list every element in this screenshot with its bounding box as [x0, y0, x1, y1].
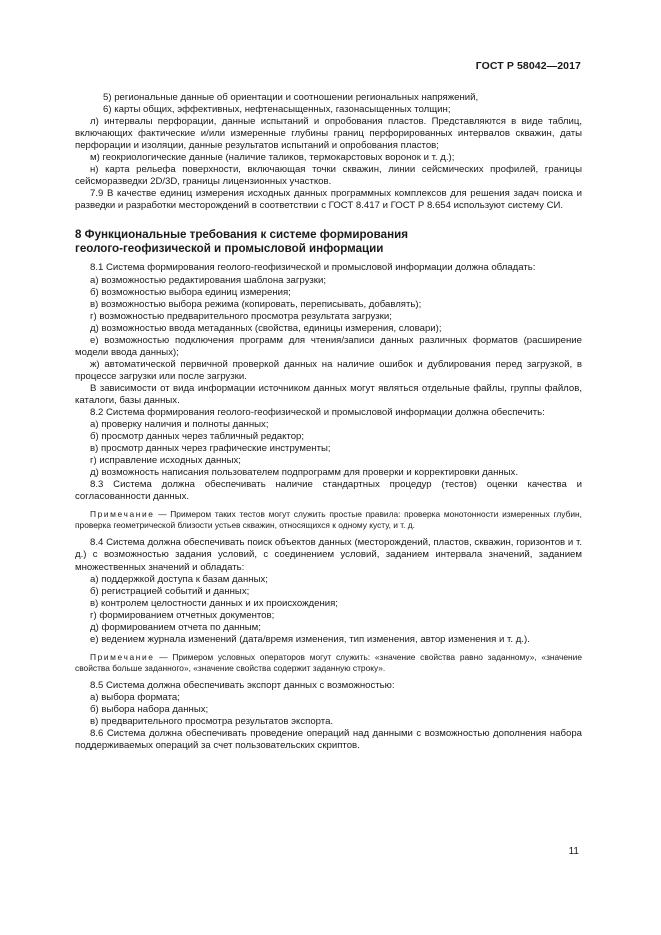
list-item: 6) карты общих, эффективных, нефтенасыщенных, газонасыщенных толщин; [103, 104, 451, 116]
standard-code-header: ГОСТ Р 58042—2017 [475, 60, 581, 72]
list-item: м) геокриологические данные (наличие таликов, термокарстовых воронок и т. д.); [90, 152, 455, 164]
list-item: е) возможностью подключения программ для чтения/записи данных различных форматов (расширение модели ввода данных); [75, 334, 582, 358]
list-item: б) просмотр данных через табличный редактор; [90, 431, 305, 443]
list-item: е) ведением журнала изменений (дата/время изменения, тип изменения, автор изменения и т. д.). [90, 633, 530, 645]
note-label: Примечание [90, 651, 155, 662]
list-item: б) выбора набора данных; [90, 703, 209, 715]
section-heading-line2: геолого-геофизической и промысловой информации [75, 242, 384, 256]
list-item: г) формированием отчетных документов; [90, 609, 275, 621]
paragraph-8-1-outro: В зависимости от вида информации источником данных могут являться отдельные файлы, группы файлов, каталоги, базы данных. [75, 382, 582, 406]
list-item: в) предварительного просмотра результатов экспорта. [90, 715, 334, 727]
list-item: в) возможностью выбора режима (копировать, переписывать, добавлять); [90, 298, 422, 310]
list-item: д) формированием отчета по данным; [90, 621, 261, 633]
note-text: — Примером условных операторов могут служить: «значение свойства равно заданному», «значение свойства больше заданного», «значение свойства содержит заданную строку». [75, 651, 582, 673]
paragraph-7-9: 7.9 В качестве единиц измерения исходных данных программных комплексов для решения задач поиска и разведки и разработки месторождений в соответствии с ГОСТ 8.417 и ГОСТ Р 8.654 используют систему СИ. [75, 188, 582, 212]
list-item: а) проверку наличия и полноты данных; [90, 419, 269, 431]
note-label: Примечание [90, 509, 155, 520]
list-item: г) исправление исходных данных; [90, 455, 241, 467]
list-item: л) интервалы перфорации, данные испытаний и опробования пластов. Представляются в виде таблиц, включающих фактические и/или измеренные глубины границ перфорированных интервалов скважин, даты перфорации и изоляции, данные результатов испытаний и опробования пластов; [75, 116, 582, 152]
list-item: а) выбора формата; [90, 691, 180, 703]
list-item: 5) региональные данные об ориентации и соотношении региональных напряжений, [103, 92, 479, 103]
section-heading [75, 228, 582, 256]
paragraph-8-5: 8.5 Система должна обеспечивать экспорт данных с возможностью: [90, 679, 395, 691]
paragraph-8-4: 8.4 Система должна обеспечивать поиск объектов данных (месторождений, пластов, скважин, горизонтов и т. д.) с возможностью задания условий, с соединением условий, заданием интервала значений, заданием множественных значений и обладать: [75, 537, 582, 573]
paragraph-8-6: 8.6 Система должна обеспечивать проведение операций над данными с возможностью дополнения набора поддерживаемых операций за счет пользовательских скриптов. [75, 728, 582, 752]
list-item: д) возможностью ввода метаданных (свойства, единицы измерения, словари); [90, 322, 442, 334]
page-number: 11 [568, 846, 579, 857]
list-item: б) регистрацией событий и данных; [90, 585, 250, 597]
section-heading-line1: 8 Функциональные требования к системе формирования [75, 228, 408, 242]
list-item: н) карта рельефа поверхности, включающая точки скважин, линии сейсмических профилей, границы сейсморазведки 2D/3D, границы лицензионных участков. [75, 164, 582, 188]
list-item: в) контролем целостности данных и их происхождения; [90, 597, 338, 609]
list-item: а) поддержкой доступа к базам данных; [90, 573, 268, 585]
note-8-4 [75, 652, 582, 674]
paragraph-8-2: 8.2 Система формирования геолого-геофизической и промысловой информации должна обеспечить: [90, 407, 545, 419]
list-item: ж) автоматической первичной проверкой данных на наличие ошибок и дублирования перед загрузкой, в процессе загрузки или после загрузки. [75, 358, 582, 382]
page-content [75, 92, 582, 752]
paragraph-8-3: 8.3 Система должна обеспечивать наличие стандартных процедур (тестов) оценки качества и согласованности данных. [75, 479, 582, 503]
list-item: д) возможность написания пользователем подпрограмм для проверки и корректировки данных. [90, 467, 519, 479]
list-item: а) возможностью редактирования шаблона загрузки; [90, 274, 327, 286]
note-8-3 [75, 509, 582, 531]
note-text: — Примером таких тестов могут служить простые правила: проверка монотонности измеренных глубин, проверка геометрической близости устьев скважин, относящихся к одному кусту, и т. д. [75, 509, 582, 531]
list-item: г) возможностью предварительного просмотра результата загрузки; [90, 310, 392, 322]
list-item: б) возможностью выбора единиц измерения; [90, 286, 291, 298]
list-item: в) просмотр данных через графические инструменты; [90, 443, 331, 455]
paragraph-8-1: 8.1 Система формирования геолого-геофизической и промысловой информации должна обладать: [90, 262, 536, 274]
